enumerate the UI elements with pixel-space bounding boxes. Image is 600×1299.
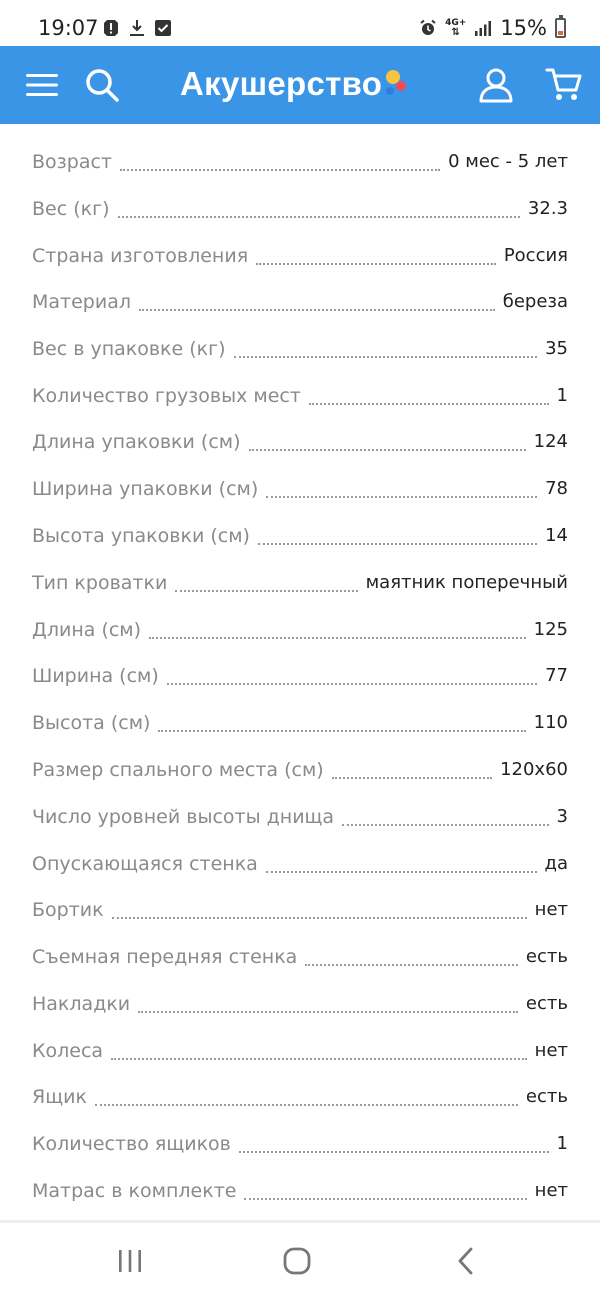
dotted-leader [138,1010,518,1013]
app-header [0,46,600,124]
dotted-leader [342,823,548,826]
spec-label: Вес (кг) [32,198,110,220]
spec-value: 110 [533,712,568,733]
brand-logo[interactable] [180,64,410,104]
cart-icon [545,67,583,103]
spec-row [32,935,568,969]
back-button[interactable] [446,1243,486,1279]
spec-row [32,234,568,268]
dotted-leader [309,402,549,405]
spec-value: 120x60 [500,759,568,780]
spec-value: 1 [556,385,568,406]
spec-label: Ширина упаковки (см) [32,478,259,500]
dotted-leader [112,916,527,919]
dotted-leader [234,355,538,358]
spec-row [32,280,568,314]
spec-value: 1 [556,1133,568,1154]
signal-icon [474,19,492,37]
spec-row [32,187,568,221]
spec-value: береза [502,291,568,312]
dotted-leader [258,542,537,545]
spec-value: 77 [545,665,568,686]
spec-value: 14 [545,525,568,546]
spec-value: есть [525,993,568,1014]
spec-label: Накладки [32,993,131,1015]
spec-value: нет [534,1040,568,1061]
spec-label: Ящик [32,1086,87,1108]
spec-row [32,374,568,408]
spec-label: Длина упаковки (см) [32,431,241,453]
dotted-leader [120,168,440,171]
dotted-leader [175,589,357,592]
dotted-leader [95,1103,518,1106]
spec-label: Вес в упаковке (кг) [32,338,226,360]
spec-row [32,561,568,595]
spec-label: Высота упаковки (см) [32,525,250,547]
spec-row [32,888,568,922]
spec-row [32,608,568,642]
dotted-leader [139,308,495,311]
spec-value: маятник поперечный [365,572,568,593]
spec-value: 125 [533,619,568,640]
spec-row [32,140,568,174]
spec-row [32,420,568,454]
spec-label: Опускающаяся стенка [32,853,258,875]
dotted-leader [244,1197,526,1200]
spec-label: Число уровней высоты днища [32,806,335,828]
hamburger-icon [25,71,59,99]
network-type-label: 4G+ [445,18,467,28]
spec-label: Ширина (см) [32,665,159,687]
network-type-icon: 4G+ ⇅ [445,18,467,38]
spec-value: есть [525,1086,568,1107]
spec-row [32,327,568,361]
recent-apps-icon [117,1249,143,1273]
spec-label: Количество грузовых мест [32,385,301,407]
battery-icon [555,18,566,38]
spec-value: Россия [503,245,568,266]
dotted-leader [149,636,526,639]
dotted-leader [266,495,537,498]
spec-value: 32.3 [527,198,568,219]
back-icon [456,1247,476,1275]
spec-row [32,842,568,876]
spec-value: 3 [556,806,568,827]
spec-label: Длина (см) [32,619,142,641]
spec-value: 124 [533,431,568,452]
spec-label: Съемная передняя стенка [32,946,298,968]
spec-label: Бортик [32,899,104,921]
spec-label: Колеса [32,1040,104,1062]
spec-label: Страна изготовления [32,245,249,267]
dotted-leader [158,729,525,732]
spec-value: есть [525,946,568,967]
dotted-leader [266,870,537,873]
cart-button[interactable] [544,65,584,105]
status-time: 19:07 [38,16,99,40]
menu-button[interactable] [22,65,62,105]
spec-row [32,1169,568,1203]
spec-label: Тип кроватки [32,572,168,594]
spec-label: Матрас в комплекте [32,1180,237,1202]
user-icon [478,67,514,103]
dotted-leader [111,1057,527,1060]
spec-label: Возраст [32,151,112,173]
recent-apps-button[interactable] [110,1243,150,1279]
spec-row [32,701,568,735]
spec-row [32,1075,568,1109]
specifications-list[interactable] [0,124,600,1220]
spec-row [32,982,568,1016]
dotted-leader [256,262,496,265]
spec-row [32,654,568,688]
alarm-icon [419,19,437,37]
dotted-leader [118,215,520,218]
dotted-leader [239,1150,549,1153]
spec-row [32,795,568,829]
alert-notification-icon [102,19,120,37]
spec-value: 35 [545,338,568,359]
spec-row [32,748,568,782]
dotted-leader [332,776,492,779]
spec-value: да [544,853,568,874]
account-button[interactable] [476,65,516,105]
dotted-leader [249,448,526,451]
spec-value: 0 мес - 5 лет [448,151,568,172]
dotted-leader [305,963,518,966]
spec-value: нет [534,899,568,920]
checkbox-notification-icon [154,19,172,37]
brand-title: Акушерство [180,65,383,102]
search-icon [84,67,120,103]
system-navigation-bar [0,1223,600,1299]
spec-row [32,467,568,501]
download-icon [128,19,146,37]
notification-icons [102,18,172,38]
battery-percent: 15% [500,16,547,40]
home-button[interactable] [277,1243,317,1279]
spec-label: Материал [32,291,131,313]
spec-row [32,1122,568,1156]
spec-row [32,514,568,548]
status-bar [0,0,600,46]
spec-row [32,1029,568,1063]
brand-dots-icon [384,68,410,98]
system-status-icons [419,16,566,40]
spec-label: Размер спального места (см) [32,759,324,781]
home-icon [283,1247,311,1275]
dotted-leader [167,682,537,685]
spec-value: нет [534,1180,568,1201]
search-button[interactable] [82,65,122,105]
spec-value: 78 [545,478,568,499]
spec-label: Высота (см) [32,712,151,734]
spec-label: Количество ящиков [32,1133,231,1155]
